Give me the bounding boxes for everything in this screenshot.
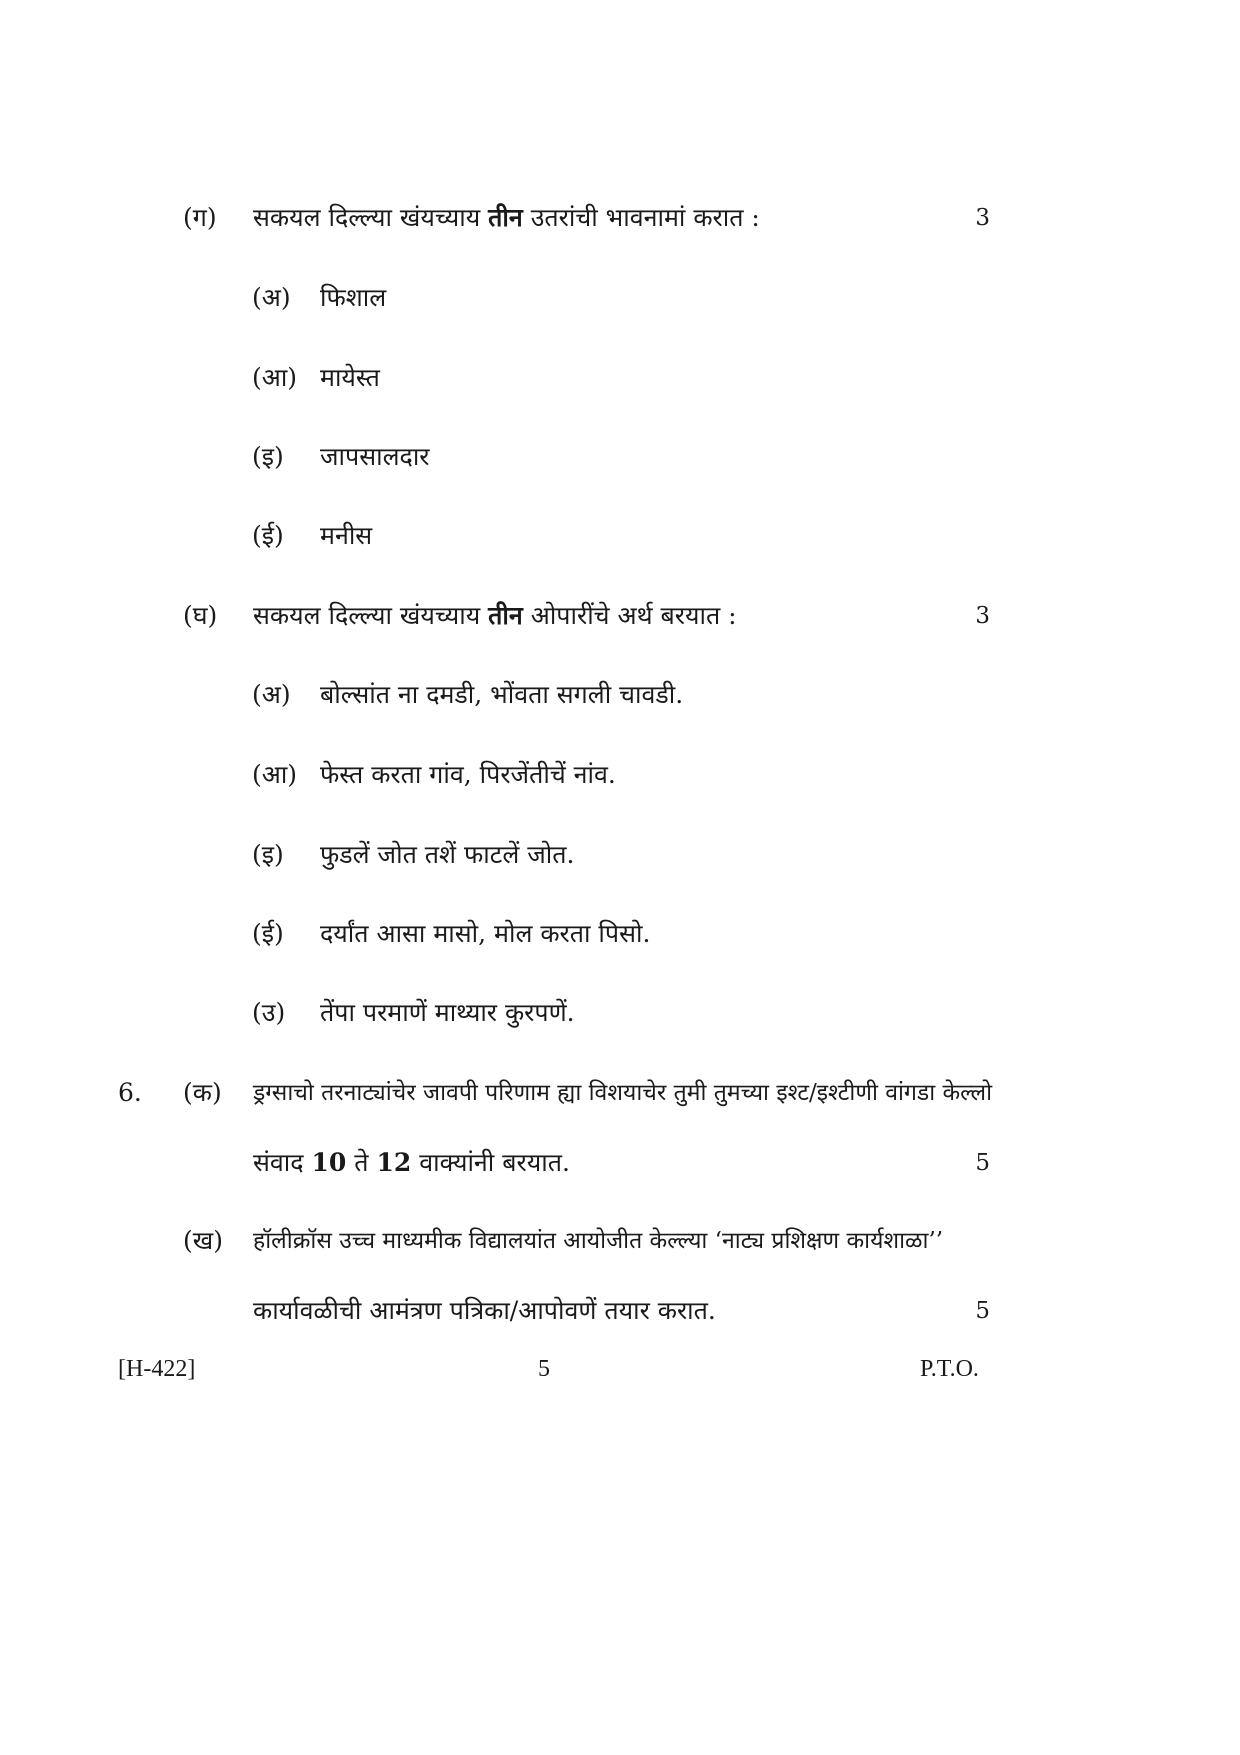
q5g-question [253,203,760,233]
q5gh-text-a: सकयल दिल्ल्या खंयच्याय [253,601,489,630]
q5g-opt-text: मायेस्त [320,363,380,392]
q5gh-opt-label: (अ) [252,680,291,709]
q5gh-opt-label: (इ) [252,840,284,869]
q5gh-marks: 3 [975,603,990,629]
q6k-num-10: 10 [311,1148,347,1177]
q5g-label: (ग) [183,203,217,232]
q6k-line2-a: संवाद [253,1148,312,1177]
q5g-text-b: उतरांची भावनामां करात : [522,203,760,232]
q5g-opt-text: फिशाल [320,283,387,312]
q6-number: 6. [118,1078,142,1107]
q6kh-label: (ख) [183,1226,223,1255]
q6k-marks: 5 [975,1150,990,1176]
q5gh-opt-text: तेंपा परमाणें माथ्यार कुरपणें. [320,998,575,1027]
q6k-label: (क) [183,1078,222,1107]
footer-pto: P.T.O. [920,1356,979,1382]
q6kh-line2: कार्यावळीची आमंत्रण पत्रिका/आपोवणें तयार करात. [253,1296,716,1325]
q5g-opt-label: (आ) [252,363,298,392]
q5gh-text-b: ओपारींचे अर्थ बरयात : [522,601,737,630]
q5gh-opt-text: फेस्त करता गांव, पिरजेंतीचें नांव. [320,760,616,789]
q5g-marks: 3 [975,205,990,231]
q5gh-bold: तीन [488,601,523,630]
q5gh-label: (घ) [183,601,218,630]
q6kh-line1: हॉलीक्रॉस उच्च माध्यमीक विद्यालयांत आयोजीत केल्ल्या ‘नाट्य प्रशिक्षण कार्यशाळा’’ [253,1228,944,1254]
q6k-line2 [253,1148,570,1178]
q6k-line2-d: वाक्यांनी बरयात. [411,1148,570,1177]
q6k-line1: ड्रग्साचो तरनाट्यांचेर जावपी परिणाम ह्या विशयाचेर तुमी तुमच्या इश्ट/इश्टीणी वांगडा केल्लो [253,1080,993,1106]
q5g-opt-label: (अ) [252,283,291,312]
q5gh-opt-label: (उ) [252,998,286,1027]
q5g-opt-label: (इ) [252,442,284,471]
q6k-line2-c: ते [346,1148,377,1177]
q5g-opt-text: जापसालदार [320,442,430,471]
q5g-opt-text: मनीस [320,521,373,550]
q6kh-marks: 5 [975,1298,990,1324]
q5g-text-a: सकयल दिल्ल्या खंयच्याय [253,203,489,232]
q5gh-opt-text: फुडलें जोत तशें फाटलें जोत. [320,840,575,869]
page-number: 5 [538,1356,550,1382]
q5gh-opt-text: बोल्सांत ना दमडी, भोंवता सगली चावडी. [320,680,684,709]
q5gh-opt-label: (ई) [252,919,284,948]
footer-code: [H-422] [118,1356,196,1382]
q5gh-question [253,601,737,631]
q5gh-opt-text: दर्यांत आसा मासो, मोल करता पिसो. [320,919,651,948]
q5g-bold: तीन [488,203,523,232]
q5g-opt-label: (ई) [252,521,284,550]
q6k-num-12: 12 [376,1148,412,1177]
q5gh-opt-label: (आ) [252,760,298,789]
